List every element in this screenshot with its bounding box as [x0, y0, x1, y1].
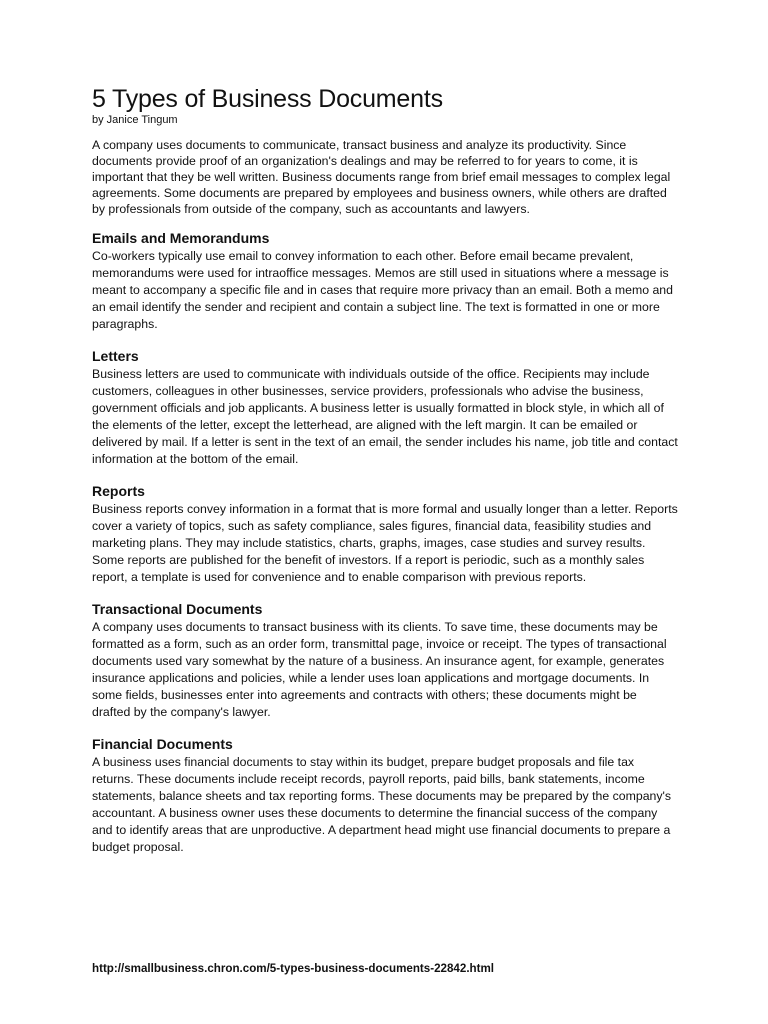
section-financial-documents — [92, 735, 678, 856]
section-heading: Emails and Memorandums — [92, 230, 270, 246]
author-byline: by Janice Tingum — [92, 114, 178, 126]
section-body: Business letters are used to communicate with individuals outside of the office. Recipients may include customers, colleagues in other businesses, service providers, professionals who advise the business, government officials and job applicants. A business letter is usually formatted in block style, in which all of the elements of the letter, except the letterhead, are aligned with the left margin. It can be emailed or delivered by mail. If a letter is sent in the text of an email, the sender includes his name, job title and contact information at the bottom of the email. — [92, 367, 678, 466]
section-body: A business uses financial documents to stay within its budget, prepare budget proposals and file tax returns. These documents include receipt records, payroll reports, paid bills, bank statements, income statements, balance sheets and tax reporting forms. These documents may be prepared by the company's accountant. A business owner uses these documents to determine the financial success of the company and to identify areas that are unproductive. A department head might use financial documents to prepare a budget proposal. — [92, 755, 672, 854]
document-page — [92, 84, 678, 870]
section-body: A company uses documents to transact business with its clients. To save time, these documents may be formatted as a form, such as an order form, transmittal page, invoice or receipt. The types of transactional documents used vary somewhat by the nature of a business. An insurance agent, for example, generates insurance applications and policies, while a lender uses loan applications and mortgage documents. In some fields, businesses enter into agreements and contracts with others; these documents might be drafted by the company's lawyer. — [92, 620, 667, 719]
section-body: Business reports convey information in a format that is more formal and usually longer than a letter. Reports cover a variety of topics, such as safety compliance, sales figures, financial data, feasibility studies and marketing plans. They may include statistics, charts, graphs, images, case studies and survey results. Some reports are published for the benefit of investors. If a report is periodic, such as a monthly sales report, a template is used for convenience and to enable comparison with previous reports. — [92, 502, 678, 584]
page-title: 5 Types of Business Documents — [92, 85, 443, 113]
section-body: Co-workers typically use email to convey information to each other. Before email became prevalent, memorandums were used for intraoffice messages. Memos are still used in situations where a message is meant to accompany a specific file and in cases that require more privacy than an email. Both a memo and an email identify the sender and recipient and contain a subject line. The text is formatted in one or more paragraphs. — [92, 249, 673, 331]
source-url-link[interactable]: http://smallbusiness.chron.com/5-types-business-documents-22842.html — [92, 962, 495, 975]
section-letters — [92, 347, 678, 468]
section-transactional-documents — [92, 600, 678, 721]
section-heading: Letters — [92, 348, 139, 364]
section-reports — [92, 482, 678, 586]
section-heading: Financial Documents — [92, 736, 233, 752]
section-heading: Transactional Documents — [92, 601, 263, 617]
section-emails-memorandums — [92, 229, 678, 333]
intro-paragraph: A company uses documents to communicate, transact business and analyze its productivity. Since documents provide proof of an organization's dealings and may be referred to for years to come, it is important that they be well written. Business documents range from brief email messages to complex legal agreements. Some documents are prepared by employees and business owners, while others are drafted by professionals from outside of the company, such as accountants and lawyers. — [92, 138, 671, 216]
section-heading: Reports — [92, 483, 145, 499]
